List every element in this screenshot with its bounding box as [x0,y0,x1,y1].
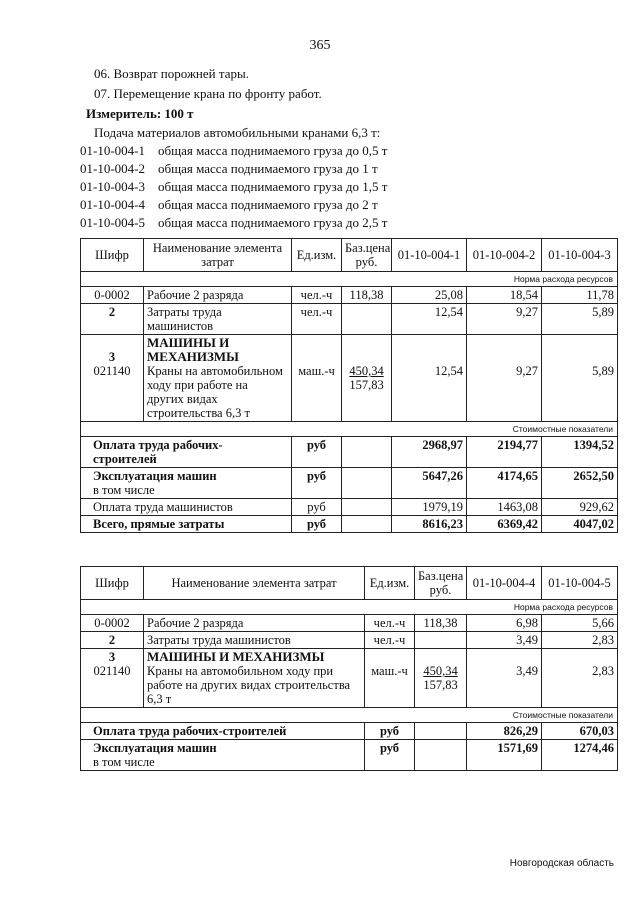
cost-label: Стоимостные показатели [81,422,618,437]
table-row [81,649,618,708]
list-item [80,179,387,195]
section-row [81,422,618,437]
item-text: общая масса поднимаемого груза до 2 т [158,197,378,212]
cell-value: 12,54 [392,335,467,422]
cell-value: 9,27 [467,304,542,335]
cell-value: 5647,26 [392,468,467,499]
norm-label: Норма расхода ресурсов [81,272,618,287]
cell-value: 4174,65 [467,468,542,499]
cell-value: 2,83 [542,649,618,708]
cell-value: 5,89 [542,304,618,335]
cell-name: Рабочие 2 разряда [144,615,365,632]
cell-name: Рабочие 2 разряда [144,287,292,304]
section-row [81,600,618,615]
cell-value: 9,27 [467,335,542,422]
cell-code: 2 [81,304,144,335]
cell-value: 5,66 [542,615,618,632]
cell-value: 8616,23 [392,516,467,533]
list-item [80,143,387,159]
cell-value: 18,54 [467,287,542,304]
cell-value: 3,49 [467,632,542,649]
cell-value: 2194,77 [467,437,542,468]
cell-name: Всего, прямые затраты [81,516,292,533]
cell-name: МАШИНЫ И МЕХАНИЗМЫ Краны на автомобильном ходу при работе на других видах строительства 6,3 т [144,335,292,422]
item-code: 01-10-004-3 [80,179,145,194]
item-text: общая масса поднимаемого груза до 1,5 т [158,179,388,194]
cell-unit: маш.-ч [365,649,415,708]
cell-value: 4047,02 [542,516,618,533]
cell-value: 6369,42 [467,516,542,533]
item-code: 01-10-004-1 [80,143,145,158]
cell-name: Оплата труда рабочих- строителей [81,437,292,468]
cell-value: 12,54 [392,304,467,335]
supply-heading: Подача материалов автомобильными кранами 6,3 т: [94,125,381,140]
list-item [80,215,387,231]
header-unit: Ед.изм. [365,567,415,600]
cell-unit: руб [292,516,342,533]
cell-value: 1463,08 [467,499,542,516]
cell-code: 0-0002 [81,615,144,632]
cell-price [415,632,467,649]
cell-price: 450,34 157,83 [415,649,467,708]
cell-name: Оплата труда машинистов [81,499,292,516]
header-col-3: 01-10-004-3 [542,239,618,272]
table-row [81,468,618,499]
table-row [81,304,618,335]
cell-code: 0-0002 [81,287,144,304]
cell-unit: руб [365,723,415,740]
header-col-2: 01-10-004-2 [467,239,542,272]
section-row [81,708,618,723]
item-text: общая масса поднимаемого груза до 1 т [158,161,378,176]
cell-price [415,740,467,771]
header-price: Баз.цена руб. [342,239,392,272]
resource-table-2 [80,566,618,771]
section-row [81,272,618,287]
cell-price [342,304,392,335]
cell-unit: руб [292,499,342,516]
cell-unit: руб [292,468,342,499]
cell-value: 2968,97 [392,437,467,468]
header-col-5: 01-10-004-5 [542,567,618,600]
table-row [81,499,618,516]
table-row [81,287,618,304]
cell-name: Эксплуатация машин в том числе [81,740,365,771]
table-row [81,615,618,632]
cell-value: 826,29 [467,723,542,740]
operation-07: 07. Перемещение крана по фронту работ. [94,86,322,101]
header-price: Баз.цена руб. [415,567,467,600]
cell-price [342,516,392,533]
measure-unit: Измеритель: 100 т [86,106,194,121]
cell-unit: маш.-ч [292,335,342,422]
cell-price [342,468,392,499]
cell-value: 1274,46 [542,740,618,771]
item-text: общая масса поднимаемого груза до 0,5 т [158,143,388,158]
cell-unit: чел.-ч [365,632,415,649]
cell-unit: чел.-ч [292,304,342,335]
cell-value: 11,78 [542,287,618,304]
item-text: общая масса поднимаемого груза до 2,5 т [158,215,388,230]
cell-unit: чел.-ч [292,287,342,304]
header-col-4: 01-10-004-4 [467,567,542,600]
cell-value: 1394,52 [542,437,618,468]
cell-value: 6,98 [467,615,542,632]
cell-name: Эксплуатация машин в том числе [81,468,292,499]
cell-unit: руб [292,437,342,468]
table-row [81,723,618,740]
operation-06: 06. Возврат порожней тары. [94,66,249,81]
list-item [80,161,378,177]
cell-code: 2 [81,632,144,649]
item-code: 01-10-004-5 [80,215,145,230]
cell-price [342,437,392,468]
cell-value: 1571,69 [467,740,542,771]
cell-value: 5,89 [542,335,618,422]
cell-unit: руб [365,740,415,771]
item-code: 01-10-004-2 [80,161,145,176]
cell-unit: чел.-ч [365,615,415,632]
cell-price: 118,38 [342,287,392,304]
footer-region: Новгородская область [509,858,614,869]
cell-code: 3 021140 [81,649,144,708]
cell-value: 929,62 [542,499,618,516]
cell-value: 25,08 [392,287,467,304]
cell-price: 118,38 [415,615,467,632]
cell-name: Затраты труда машинистов [144,632,365,649]
cell-code: 3 021140 [81,335,144,422]
cell-value: 2,83 [542,632,618,649]
header-unit: Ед.изм. [292,239,342,272]
cell-name: МАШИНЫ И МЕХАНИЗМЫ Краны на автомобильном ходу при работе на других видах строительства 6,3 т [144,649,365,708]
table-header-row [81,567,618,600]
table-row [81,516,618,533]
table-row [81,632,618,649]
list-item [80,197,378,213]
cell-value: 1979,19 [392,499,467,516]
header-col-1: 01-10-004-1 [392,239,467,272]
cell-price [342,499,392,516]
cell-value: 3,49 [467,649,542,708]
cell-price: 450,34 157,83 [342,335,392,422]
norm-label: Норма расхода ресурсов [81,600,618,615]
header-code: Шифр [81,239,144,272]
cost-label: Стоимостные показатели [81,708,618,723]
cell-name: Затраты труда машинистов [144,304,292,335]
table-row [81,740,618,771]
table-row [81,437,618,468]
cell-price [415,723,467,740]
resource-table-1 [80,238,618,533]
header-name: Наименование элемента затрат [144,239,292,272]
item-code: 01-10-004-4 [80,197,145,212]
cell-value: 670,03 [542,723,618,740]
header-name: Наименование элемента затрат [144,567,365,600]
table-header-row [81,239,618,272]
cell-name: Оплата труда рабочих-строителей [81,723,365,740]
page-number: 365 [309,38,331,53]
table-row [81,335,618,422]
cell-value: 2652,50 [542,468,618,499]
header-code: Шифр [81,567,144,600]
